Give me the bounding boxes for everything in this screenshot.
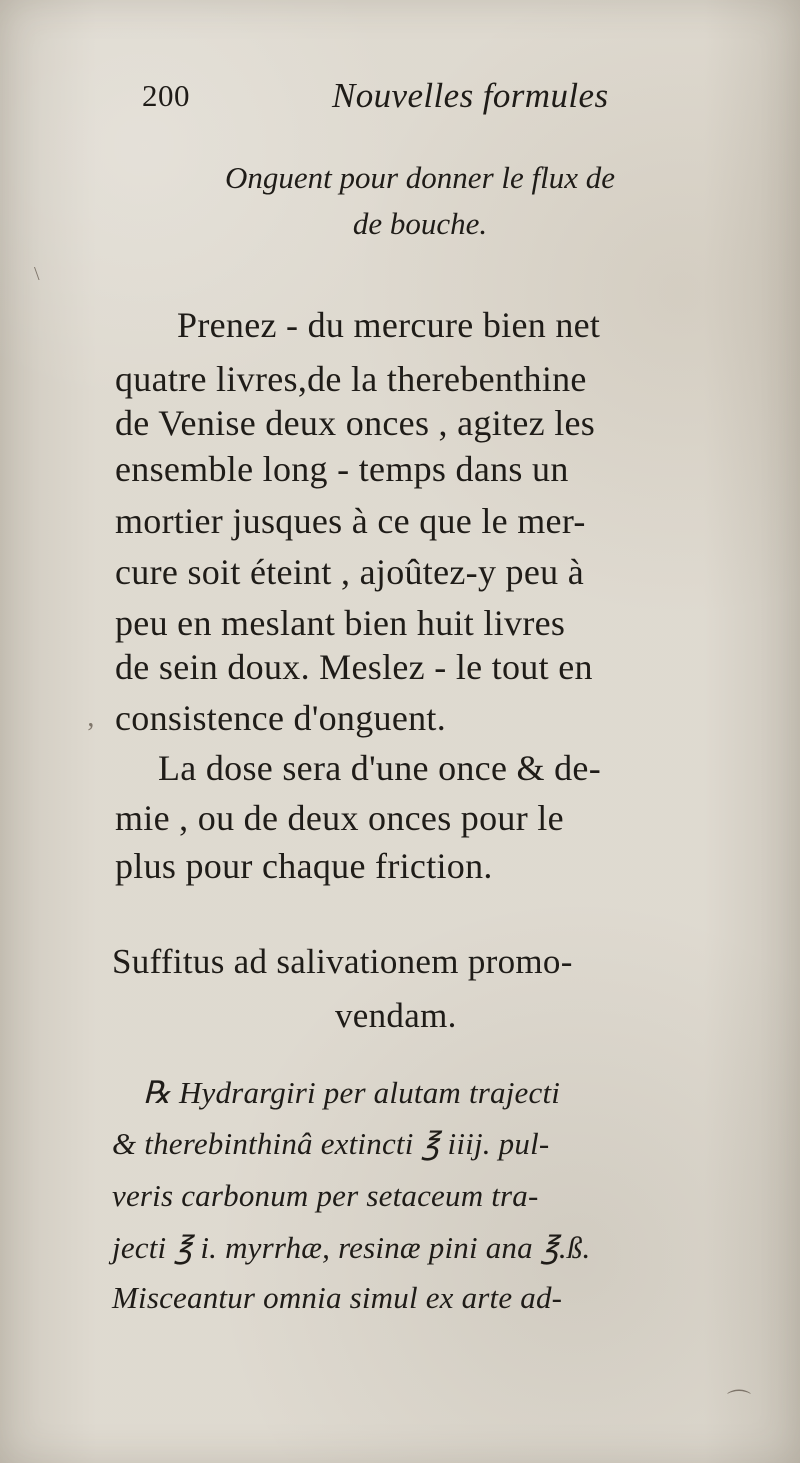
recipe-line: & therebinthinâ extincti ℥ iiij. pul- [112,1126,550,1161]
body-line: mie , ou de deux onces pour le [115,798,564,838]
body-line: consistence d'onguent. [115,698,447,738]
page-header [142,78,682,118]
margin-mark: ⌒ [727,1390,751,1416]
body-line: mortier jusques à ce que le mer- [115,501,586,541]
body-line: Prenez - du mercure bien net [177,305,601,345]
body-line: de sein doux. Meslez - le tout en [115,647,593,687]
latin-section-title-line-1: Suffitus ad salivationem promo- [112,942,573,981]
body-line: plus pour chaque friction. [115,846,493,886]
body-line: cure soit éteint , ajoûtez-y peu à [115,552,585,592]
margin-mark: ‚ [86,702,96,733]
recipe-line: Misceantur omnia simul ex arte ad- [112,1280,563,1315]
page-number: 200 [142,78,190,113]
margin-mark: \ [34,263,40,285]
latin-section-title-line-2: vendam. [335,996,457,1035]
recipe-line: jecti ℥ i. myrrhæ, resinæ pini ana ℥.ß. [112,1230,591,1265]
section-title-line-1: Onguent pour donner le flux de [224,160,615,195]
body-line: de Venise deux onces , agitez les [115,403,596,443]
section-title-line-2: de bouche. [352,206,488,241]
body-line: quatre livres,de la therebenthine [115,359,587,399]
running-head: Nouvelles formules [332,76,609,115]
body-line: La dose sera d'une once & de- [158,748,602,788]
recipe-line: ℞ Hydrargiri per alutam trajecti [143,1075,561,1110]
recipe-line: veris carbonum per setaceum tra- [112,1178,539,1213]
body-line: peu en meslant bien huit livres [115,603,566,643]
body-line: ensemble long - temps dans un [115,449,569,489]
